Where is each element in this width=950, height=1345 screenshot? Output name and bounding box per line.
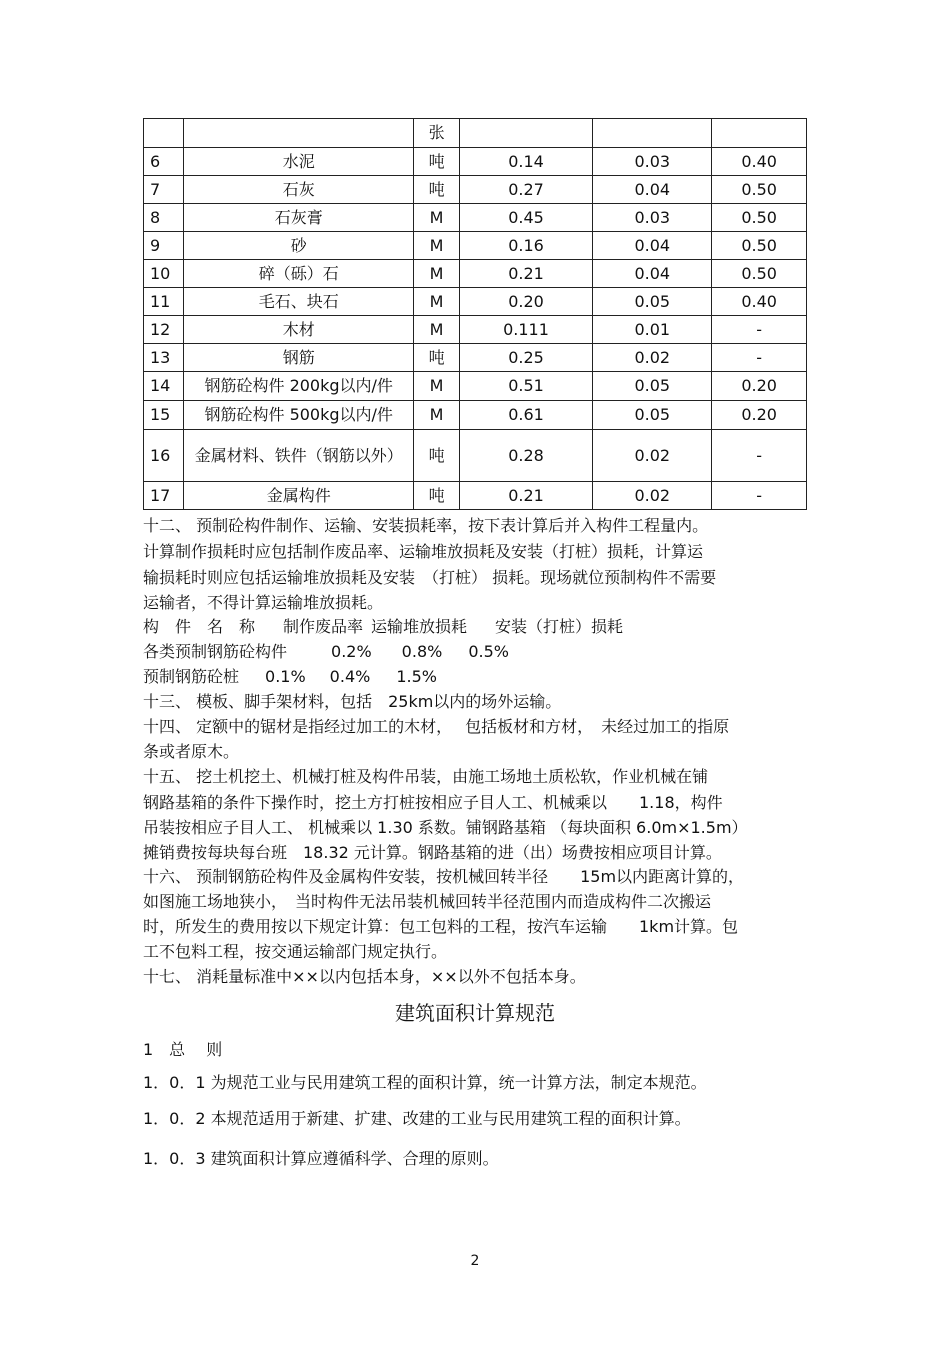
material-name: 钢筋砼构件 200kg以内/件	[183, 372, 413, 401]
clause-1-0-2: 1．0．2 本规范适用于新建、扩建、改建的工业与民用建筑工程的面积计算。	[143, 1109, 691, 1128]
material-name: 石灰	[183, 176, 413, 204]
table-row	[144, 204, 807, 232]
row-number: 6	[144, 148, 184, 176]
row-name: 预制钢筋砼桩	[143, 667, 240, 686]
row-number: 14	[144, 372, 184, 401]
transport-loss: 0.8%	[401, 642, 443, 661]
table-row	[144, 148, 807, 176]
chapter-title: 1 总 则	[143, 1040, 223, 1059]
value-c: 0.50	[712, 204, 807, 232]
section-15-line-2: 钢路基箱的条件下操作时，挖土方打桩按相应子目人工、机械乘以 1.18，构件	[143, 793, 723, 812]
value-c: -	[712, 316, 807, 344]
row-number: 9	[144, 232, 184, 260]
unit: M	[414, 401, 459, 430]
value-b: 0.02	[593, 482, 712, 510]
header-installation-loss: 安装（打桩）损耗	[495, 617, 624, 636]
section-13: 十三、 模板、脚手架材料，包括 25km以内的场外运输。	[143, 692, 562, 711]
value-a: 0.21	[459, 260, 593, 288]
material-loss-table-body	[144, 119, 807, 510]
section-16-line-4: 工不包料工程，按交通运输部门规定执行。	[143, 942, 448, 961]
value-b	[593, 119, 712, 148]
value-c: -	[712, 430, 807, 482]
value-a: 0.16	[459, 232, 593, 260]
table-row	[144, 372, 807, 401]
value-b: 0.03	[593, 148, 712, 176]
material-name: 钢筋	[183, 344, 413, 372]
value-a: 0.14	[459, 148, 593, 176]
header-component-name: 构 件 名 称	[143, 617, 256, 636]
row-name: 各类预制钢筋砼构件	[143, 642, 288, 661]
material-name: 水泥	[183, 148, 413, 176]
unit: M	[414, 316, 459, 344]
section-16-line-1: 十六、 预制钢筋砼构件及金属构件安装，按机械回转半径 15m以内距离计算的，	[143, 867, 745, 886]
table-row	[144, 119, 807, 148]
section-14-line-2: 条或者原木。	[143, 742, 240, 761]
value-b: 0.04	[593, 232, 712, 260]
material-name: 木材	[183, 316, 413, 344]
value-a: 0.25	[459, 344, 593, 372]
precast-loss-header	[143, 617, 813, 637]
material-name: 石灰膏	[183, 204, 413, 232]
section-15-line-3: 吊装按相应子目人工、 机械乘以 1.30 系数。铺钢路基箱 （每块面积 6.0m×1.5m）	[143, 818, 748, 837]
section-16-line-2: 如图施工场地狭小， 当时构件无法吊装机械回转半径范围内而造成构件二次搬运	[143, 892, 712, 911]
value-a: 0.21	[459, 482, 593, 510]
value-c: -	[712, 344, 807, 372]
table-row	[144, 430, 807, 482]
value-b: 0.02	[593, 344, 712, 372]
section-heading: 建筑面积计算规范	[395, 1001, 555, 1025]
value-c: -	[712, 482, 807, 510]
section-12-line-1: 十二、 预制砼构件制作、运输、安装损耗率，按下表计算后并入构件工程量内。	[143, 516, 709, 535]
production-waste: 0.2%	[331, 642, 372, 661]
row-number: 7	[144, 176, 184, 204]
value-c: 0.20	[712, 372, 807, 401]
unit: 吨	[414, 176, 459, 204]
table-row	[144, 401, 807, 430]
table-row	[144, 232, 807, 260]
value-a: 0.20	[459, 288, 593, 316]
section-17: 十七、 消耗量标准中××以内包括本身，××以外不包括本身。	[143, 967, 586, 986]
value-b: 0.01	[593, 316, 712, 344]
row-number: 15	[144, 401, 184, 430]
value-b: 0.02	[593, 430, 712, 482]
row-number	[144, 119, 184, 148]
value-a: 0.27	[459, 176, 593, 204]
value-b: 0.03	[593, 204, 712, 232]
material-name	[183, 119, 413, 148]
value-b: 0.05	[593, 372, 712, 401]
precast-loss-row-1	[143, 642, 813, 662]
row-number: 11	[144, 288, 184, 316]
installation-loss: 0.5%	[468, 642, 509, 661]
section-15-line-1: 十五、 挖土机挖土、机械打桩及构件吊装，由施工场地土质松软，作业机械在铺	[143, 767, 709, 786]
unit: 吨	[414, 344, 459, 372]
value-a: 0.111	[459, 316, 593, 344]
unit: M	[414, 288, 459, 316]
value-c: 0.50	[712, 260, 807, 288]
row-number: 17	[144, 482, 184, 510]
material-name: 金属构件	[183, 482, 413, 510]
value-a	[459, 119, 593, 148]
unit: M	[414, 204, 459, 232]
section-16-line-3: 时，所发生的费用按以下规定计算：包工包料的工程，按汽车运输 1km计算。包	[143, 917, 739, 936]
row-number: 10	[144, 260, 184, 288]
section-12-line-3: 输损耗时则应包括运输堆放损耗及安装 （打桩） 损耗。现场就位预制构件不需要	[143, 568, 717, 587]
material-name: 钢筋砼构件 500kg以内/件	[183, 401, 413, 430]
unit: 吨	[414, 148, 459, 176]
row-number: 13	[144, 344, 184, 372]
value-c: 0.40	[712, 148, 807, 176]
table-row	[144, 344, 807, 372]
value-b: 0.04	[593, 176, 712, 204]
table-row	[144, 316, 807, 344]
header-production-waste: 制作废品率	[283, 617, 364, 636]
material-loss-table	[143, 118, 807, 510]
value-b: 0.04	[593, 260, 712, 288]
precast-loss-row-2	[143, 667, 813, 687]
unit: 张	[414, 119, 459, 148]
value-a: 0.45	[459, 204, 593, 232]
value-c: 0.40	[712, 288, 807, 316]
table-row	[144, 260, 807, 288]
section-14-line-1: 十四、 定额中的锯材是指经过加工的木材， 包括板材和方材， 未经过加工的指原	[143, 717, 730, 736]
unit: 吨	[414, 430, 459, 482]
clause-1-0-3: 1．0．3 建筑面积计算应遵循科学、合理的原则。	[143, 1149, 499, 1168]
unit: 吨	[414, 482, 459, 510]
value-c: 0.20	[712, 401, 807, 430]
value-c: 0.50	[712, 232, 807, 260]
value-c: 0.50	[712, 176, 807, 204]
value-b: 0.05	[593, 288, 712, 316]
table-row	[144, 482, 807, 510]
unit: M	[414, 232, 459, 260]
clause-1-0-1: 1．0．1 为规范工业与民用建筑工程的面积计算，统一计算方法，制定本规范。	[143, 1073, 707, 1092]
value-a: 0.51	[459, 372, 593, 401]
material-name: 金属材料、铁件（钢筋以外）	[183, 430, 413, 482]
row-number: 8	[144, 204, 184, 232]
unit: M	[414, 260, 459, 288]
table-row	[144, 288, 807, 316]
material-name: 毛石、块石	[183, 288, 413, 316]
header-transport-loss: 运输堆放损耗	[371, 617, 468, 636]
section-12-line-4: 运输者，不得计算运输堆放损耗。	[143, 593, 384, 612]
section-15-line-4: 摊销费按每块每台班 18.32 元计算。钢路基箱的进（出）场费按相应项目计算。	[143, 843, 722, 862]
row-number: 16	[144, 430, 184, 482]
transport-loss: 0.4%	[329, 667, 371, 686]
production-waste: 0.1%	[265, 667, 306, 686]
material-name: 砂	[183, 232, 413, 260]
unit: M	[414, 372, 459, 401]
value-c	[712, 119, 807, 148]
page-number: 2	[470, 1253, 480, 1269]
value-b: 0.05	[593, 401, 712, 430]
value-a: 0.28	[459, 430, 593, 482]
row-number: 12	[144, 316, 184, 344]
installation-loss: 1.5%	[396, 667, 437, 686]
material-name: 碎（砾）石	[183, 260, 413, 288]
section-12-line-2: 计算制作损耗时应包括制作废品率、运输堆放损耗及安装（打桩）损耗，计算运	[143, 542, 704, 561]
value-a: 0.61	[459, 401, 593, 430]
table-row	[144, 176, 807, 204]
